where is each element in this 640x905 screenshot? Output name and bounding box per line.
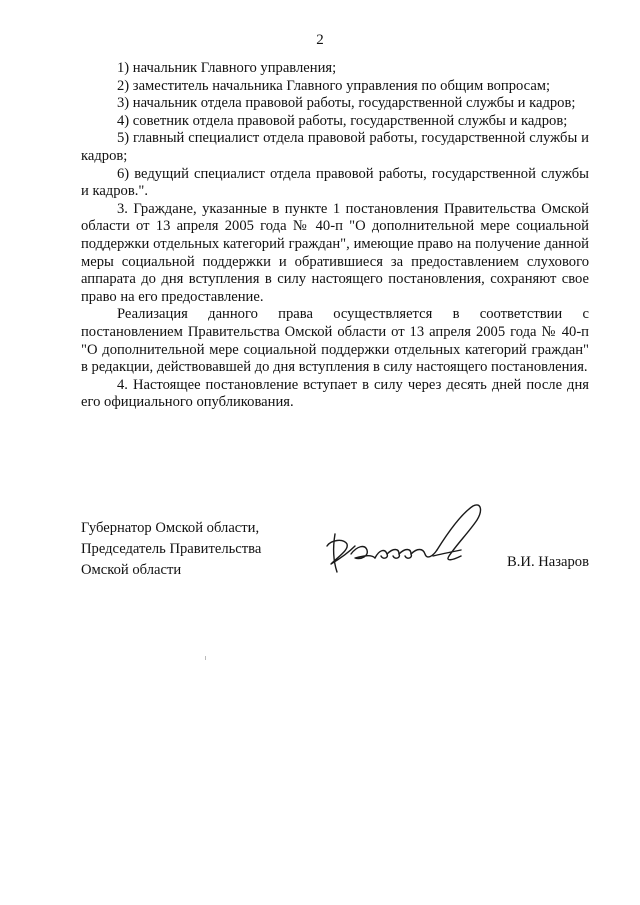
list-item-2: 2) заместитель начальника Главного управления по общим вопросам;: [117, 77, 551, 94]
signatory-position: [81, 518, 261, 581]
list-item-4: 4) советник отдела правовой работы, государственной службы и кадров;: [117, 112, 568, 129]
scan-mark: [205, 656, 206, 660]
list-item-3: 3) начальник отдела правовой работы, государственной службы и кадров;: [117, 95, 576, 112]
handwritten-signature: [321, 494, 501, 594]
document-body: [81, 60, 589, 412]
signatory-name: В.И. Назаров: [507, 554, 589, 570]
list-item-1: 1) начальник Главного управления;: [117, 60, 337, 76]
paragraph-4: 4. Настоящее постановление вступает в силу через десять дней после дня его официального опубликования.: [81, 376, 589, 411]
position-line-1: Губернатор Омской области,: [81, 520, 260, 536]
list-item-6: 6) ведущий специалист отдела правовой работы, государственной службы и кадров.".: [81, 165, 589, 200]
paragraph-realization: Реализация данного права осуществляется в соответствии с постановлением Правительства Омской области от 13 апреля 2005 года № 40-п "О дополнительной мере социальной поддержки отдельных категорий граждан" в редакции, действовавшей до дня вступления в силу настоящего постановления.: [81, 306, 589, 376]
position-line-2: Председатель Правительства: [81, 541, 262, 557]
page-number: 2: [316, 32, 324, 48]
position-line-3: Омской области: [81, 562, 182, 578]
paragraph-3: 3. Граждане, указанные в пункте 1 постановления Правительства Омской области от 13 апреля 2005 года № 40-п "О дополнительной мере социальной поддержки отдельных категорий граждан", имеющие право на получение данной меры социальной поддержки и обратившиеся за предоставлением слухового аппарата до дня вступления в силу настоящего постановления, сохраняют свое право на его предоставление.: [81, 200, 589, 305]
list-item-5: 5) главный специалист отдела правовой работы, государственной службы и кадров;: [81, 130, 589, 164]
signature-block: [81, 518, 589, 588]
